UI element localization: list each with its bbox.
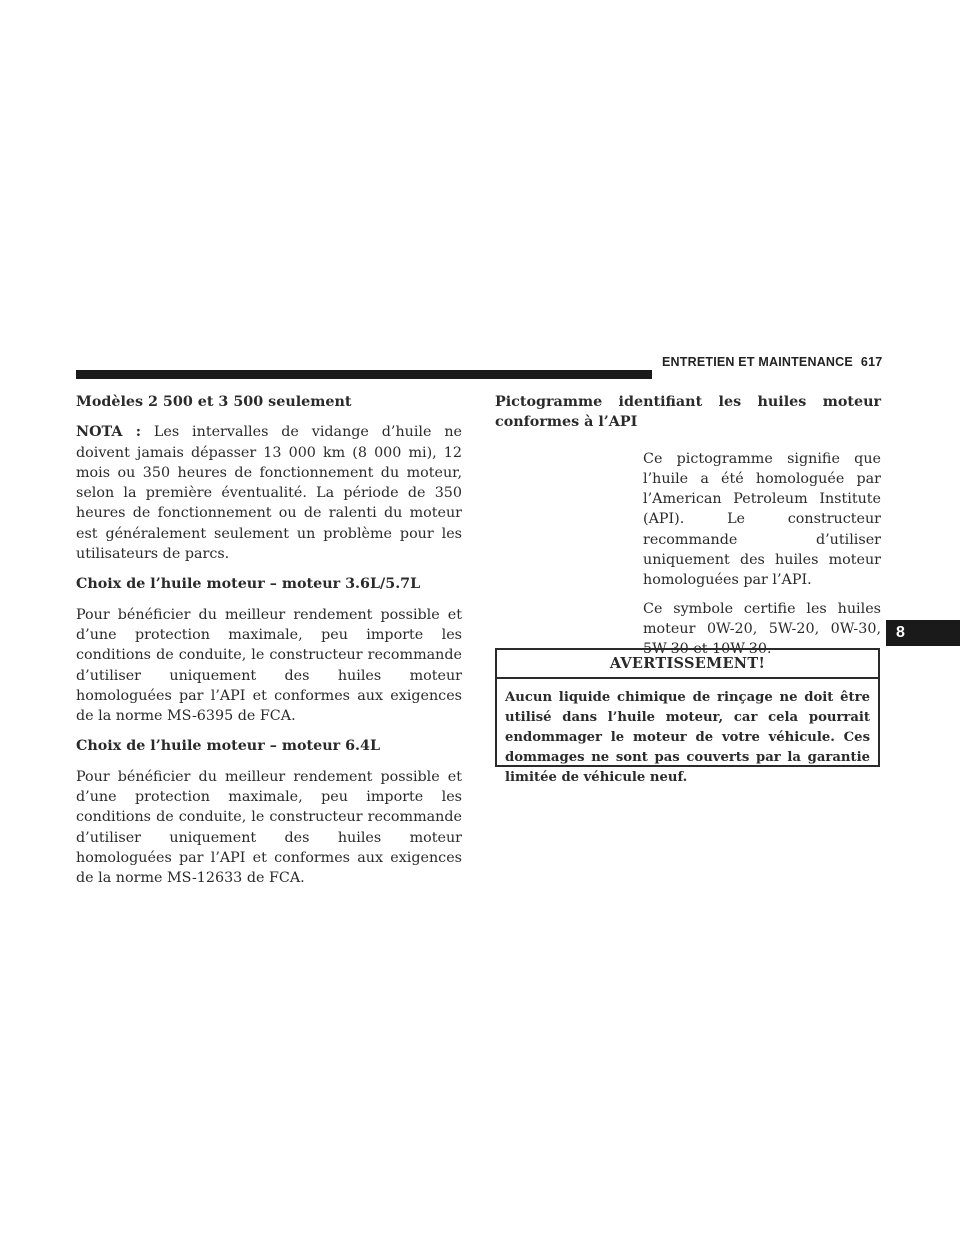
page-number: 617 xyxy=(860,355,883,369)
chapter-tab: 8 xyxy=(886,620,960,646)
api-description xyxy=(643,449,881,660)
warning-text: Aucun liquide chimique de rinçage ne doit être utilisé dans l’huile moteur, car cela pourrait endommager le moteur de votre véhicule. Ces dommages ne sont pas couverts par la garantie limitée de véhicule neuf. xyxy=(505,690,870,785)
warning-box xyxy=(495,648,880,785)
header-rule xyxy=(76,370,652,379)
heading-oil-64: Choix de l’huile moteur – moteur 6.4L xyxy=(76,738,381,755)
section-title: ENTRETIEN ET MAINTENANCE xyxy=(662,355,853,369)
right-column xyxy=(495,392,881,668)
nota-label: NOTA : xyxy=(76,424,142,441)
heading-models: Modèles 2 500 et 3 500 seulement xyxy=(76,394,352,410)
heading-oil-36: Choix de l’huile moteur – moteur 3.6L/5.7L xyxy=(76,576,421,593)
paragraph-oil-64: Pour bénéficier du meilleur rendement possible et d’une protection maximale, peu importe les conditions de conduite, le constructeur recommande d’utiliser uniquement des huiles moteur homologuées par l’API et conformes aux exigences de la norme MS-12633 de FCA. xyxy=(76,768,462,887)
paragraph-api-2: Ce symbole certifie les huiles moteur 0W-20, 5W-20, 0W-30, 5W-30 et 10W-30. xyxy=(643,600,881,658)
paragraph-oil-36: Pour bénéficier du meilleur rendement possible et d’une protection maximale, peu importe les conditions de conduite, le constructeur recommande d’utiliser uniquement des huiles moteur homologuées par l’API et conformes aux exigences de la norme MS-6395 de FCA. xyxy=(76,606,462,725)
heading-api: Pictogramme identifiant les huiles moteur conformes à l’API xyxy=(495,394,881,431)
nota-text: Les intervalles de vidange d’huile ne doivent jamais dépasser 13 000 km (8 000 mi), 12 mois ou 350 heures de fonctionnement du moteur, selon la première éventualité. La période de 350 heures de fonctionnement ou de ralenti du moteur est généralement seulement un problème pour les utilisateurs de parcs. xyxy=(76,424,462,563)
left-column xyxy=(76,392,462,899)
warning-title: AVERTISSEMENT! xyxy=(497,650,878,679)
running-header xyxy=(662,355,882,369)
nota-paragraph xyxy=(76,422,462,564)
paragraph-api-1: Ce pictogramme signifie que l’huile a été homologuée par l’American Petroleum Institute (API). Le constructeur recommande d’utiliser uniquement des huiles moteur homologuées par l’API. xyxy=(643,450,881,589)
